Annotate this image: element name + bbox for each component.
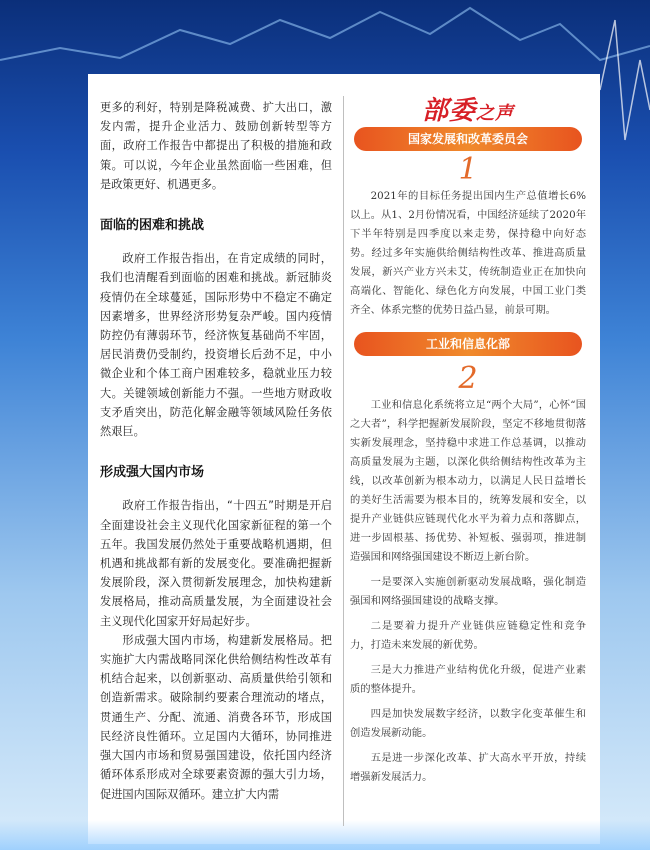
numeral-1: 1 <box>458 152 478 187</box>
ndrc-paragraph: 2021年的目标任务提出国内生产总值增长6%以上。从1、2月份情况看，中国经济延续了2020年下半年特别是四季度以来走势，保持稳中向好态势。经过多年实施供给侧结构性改革、推进高质量发展，新兴产业方兴未艾，传统制造业正在加快向高端化、智能化、绿色化方向发展，中国工业门类齐全、体系完整的优势日益凸显，前景可期。 <box>350 190 586 316</box>
domestic-market-paragraph-1: 政府工作报告指出，“十四五”时期是开启全面建设社会主义现代化国家新征程的第一个五年。我国发展仍然处于重要战略机遇期，但机遇和挑战都有新的发展变化。要准确把握新发展阶段，深入贯彻新发展理念，加快构建新发展格局，推动高质量发展，为全面建设社会主义现代化国家开好局起好步。 <box>100 499 332 628</box>
bottom-glow <box>0 820 650 850</box>
banner-ndrc: 国家发展和改革委员会 <box>354 127 582 151</box>
left-column <box>100 98 332 804</box>
miit-point-3: 三是大力推进产业结构优化升级，促进产业素质的整体提升。 <box>350 664 586 695</box>
section-heading-domestic-market: 形成强大国内市场 <box>100 465 205 481</box>
miit-point-4: 四是加快发展数字经济，以数字化变革催生和创造发展新动能。 <box>350 708 586 739</box>
column-title-main: 部委 <box>421 96 476 126</box>
banner-miit: 工业和信息化部 <box>354 332 582 356</box>
column-title-small: 之声 <box>476 103 514 124</box>
miit-point-1: 一是要深入实施创新驱动发展战略，强化制造强国和网络强国建设的战略支撑。 <box>350 576 586 607</box>
miit-paragraph: 工业和信息化系统将立足“两个大局”，心怀“国之大者”，科学把握新发展阶段，坚定不移地贯彻落实新发展理念，坚持稳中求进工作总基调，以推动高质量发展为主题，以深化供给侧结构性改革为主线，以改革创新为根本动力，以满足人民日益增长的美好生活需要为根本目的，统筹发展和安全，以提升产业链供应链现代化水平为着力点和落脚点，进一步固根基、扬优势、补短板、强弱项，推进制造强国和网络强国建设不断迈上新台阶。 <box>350 399 586 563</box>
domestic-market-paragraph-2: 形成强大国内市场，构建新发展格局。把实施扩大内需战略同深化供给侧结构性改革有机结合起来，以创新驱动、高质量供给引领和创造新需求。破除制约要素合理流动的堵点，贯通生产、分配、流通、消费各环节，形成国民经济良性循环。立足国内大循环，协同推进强大国内市场和贸易强国建设，依托国内经济循环体系形成对全球要素资源的强大引力场，促进国内国际双循环。建立扩大内需 <box>100 633 332 801</box>
miit-point-2: 二是要着力提升产业链供应链稳定性和竞争力，打造未来发展的新优势。 <box>350 620 586 651</box>
challenges-paragraph: 政府工作报告指出，在肯定成绩的同时，我们也清醒看到面临的困难和挑战。新冠肺炎疫情仍在全球蔓延，国际形势中不稳定不确定因素增多，世界经济形势复杂严峻。国内疫情防控仍有薄弱环节，经济恢复基础尚不牢固，居民消费仍受制约，投资增长后劲不足，中小微企业和个体工商户困难较多，稳就业压力较大。关键领域创新能力不强。一些地方财政收支矛盾突出，防范化解金融等领域风险任务依然艰巨。 <box>100 252 332 439</box>
column-title <box>350 96 586 126</box>
column-divider <box>343 96 344 826</box>
miit-point-5: 五是进一步深化改革、扩大高水平开放，持续增强新发展活力。 <box>350 752 586 783</box>
intro-paragraph: 更多的利好，特别是降税减费、扩大出口，激发内需，提升企业活力、鼓励创新转型等方面，政府工作报告中都提出了积极的措施和政策。可以说，今年企业虽然面临一些困难，但是政策更好、机遇更多。 <box>100 101 332 191</box>
right-column <box>350 96 586 787</box>
numeral-2: 2 <box>458 361 478 396</box>
section-heading-challenges: 面临的困难和挑战 <box>100 218 205 234</box>
